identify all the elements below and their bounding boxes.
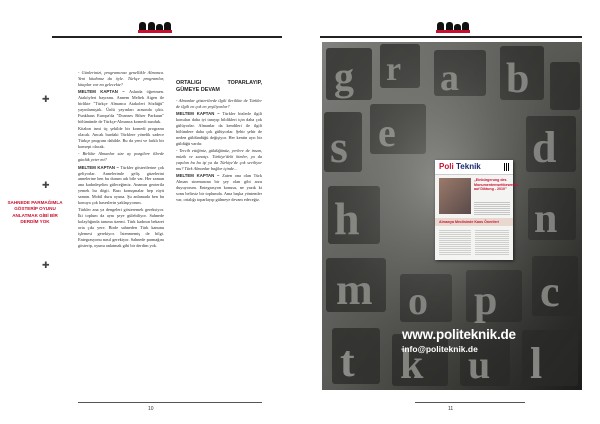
crosshair-icon: ✚	[42, 95, 50, 105]
magazine-cover	[435, 160, 519, 260]
magazine-text-lines	[439, 230, 471, 256]
paragraph	[176, 148, 262, 172]
paragraph	[176, 111, 262, 146]
article-column-2	[176, 80, 262, 398]
paragraph	[78, 165, 164, 206]
crosshair-icon: ✚	[42, 181, 50, 191]
pull-quote: SAHNEDE PARMAĞIMLA GÖSTERİP OYUNU ANLATMAK GİBİ BİR DERDİM YOK	[7, 200, 63, 225]
question-text: - Günlerinizi, programınızı genellikle Almanca. Yeni kitabınız da öyle. Türkçe programlar, kitaplar var mı gelecekte?	[78, 70, 164, 87]
page-number: 11	[448, 406, 454, 412]
answer-text: Türkler gösterilerine çok geliyorlar. Annelerimle geliş güzelerini annelerine ben bu durum adı bile var. Her zaman ana kadınleşelim güleceğimiz. Anamın geoterila yemek bu dögii. Bazı konuşmalar hep rüyü saman. Mobil duru oyuna. Şu anlamada ben bu konuya çok haseslerin yaklaşıyorum.	[78, 164, 164, 206]
question-text: - Almanlar gösterilerde ilgili ilerilikte de Türkler de ilgili en çok en yeşiliyarlar?	[176, 98, 262, 109]
magazine-headline: „Einbürgerung des Monumentenwettbewerbs auf Diktung - 2010"	[474, 178, 519, 192]
paragraph	[78, 151, 164, 163]
speaker-name: MELTEM KAPTAN –	[176, 173, 223, 179]
paragraph	[78, 207, 164, 248]
magazine-masthead	[435, 160, 513, 175]
header-rule	[52, 36, 282, 38]
paragraph	[78, 126, 164, 150]
magazine-photo	[439, 178, 471, 214]
paragraph	[176, 98, 262, 110]
speaker-name: MELTEM KAPTAN –	[78, 164, 121, 170]
crosshair-icon: ✚	[42, 261, 50, 271]
magazine-brand-prefix: Poli	[439, 162, 454, 171]
answer-text: Türkler bizlerle ilgili konuları daha iyi tanıyıp bildikleri için daha çok gülüyorlar. Almanlar da kendileri ile ilgili bölümlere daha çok gülüyorlar. Şehir şehir de neden güldündüğü değişiyor. Her kentin ayrı bir güldüğü vardır.	[176, 111, 262, 146]
website-url[interactable]: www.politeknik.de	[402, 327, 516, 342]
section-heading: ORTALIĞI TOPARLAYIP, GÜMEYE DEVAM	[176, 80, 262, 93]
brand-logo	[436, 20, 470, 33]
header-rule	[320, 36, 582, 38]
question-text: - Tercih ettiğiniz, güldüğünüz, yerlere de insan, müzik ve sanatçı. Türkiye'deki kimler, ya da yapılan bu bu işi ya da Türkiye'de çok seviliyor mu? Türk Almanlar bağlar içinde...	[176, 148, 262, 171]
magazine-subhead: Almanya Meclisinde Kaos Önerileri	[439, 219, 499, 224]
question-text: - Birlikte Almanlar size ay pozgilere illerde günlük yeter mi?	[78, 151, 164, 163]
speaker-name: MELTEM KAPTAN –	[78, 89, 130, 95]
speaker-name: MELTEM KAPTAN –	[176, 111, 223, 117]
magazine-text-lines	[475, 230, 509, 256]
brand-logo	[138, 20, 172, 33]
paragraph	[78, 89, 164, 124]
barcode-icon	[504, 163, 510, 171]
footer-rule	[78, 402, 262, 403]
answer-text: Zaten ona olan Türk Alman sinemasına bir şey olan gibi arzu duyuyorum. Entegrasyon konusu, ne yazık ki sonu belirsiz bir toplumda. Ama başka yöntemler var, ortalığı toparlayıp gülmeye devam edeceğiz.	[176, 173, 262, 202]
answer-text: Türkler ana ya dengeleri gösteremek gereksiyor. İki toplum da aynı şeye gülebiliyor. Sahnede kolaylığında tanıma üzemi. Türk kadının bekaret orta çıkı yere. Birde sahneden Türk kanunu işlemesi gerekiyor. İstenmemiş de bilgi. Entegrasyonu nasıl gerekiyor. Sahnede parmağını gösterip, oyunu anlatmak gibi bir derdim yok.	[78, 207, 164, 248]
footer-rule	[415, 402, 525, 403]
paragraph	[78, 70, 164, 88]
paragraph	[176, 173, 262, 203]
answer-text: Aslında öğretmen. Ataköyleri bayramı. Annem Meltek Aigen ile birlikte "Türkçe Almanca Atakoleri Sözlüğü" yayınlamıştık. Ünlü yayınları arasında çıktı. Funkhaus Europa'da "Doanses Bilser Parkuun" bölümünde de Türkçe-Almanca komedi sunduk.	[78, 89, 164, 124]
magazine-brand-suffix: Teknik	[456, 162, 481, 171]
answer-text: Kitabın ismi üç şekilde bir komedi programı olacak. Ancak burdaki Türklere yönelik sadece Türkçe program dahilde. Bu da yeni ve farklı bir konsept olacak.	[78, 126, 164, 149]
contact-email[interactable]: info@politeknik.de	[402, 344, 478, 354]
magazine-text-lines	[474, 202, 510, 216]
page-number: 10	[148, 406, 154, 412]
article-column-1	[78, 70, 164, 398]
